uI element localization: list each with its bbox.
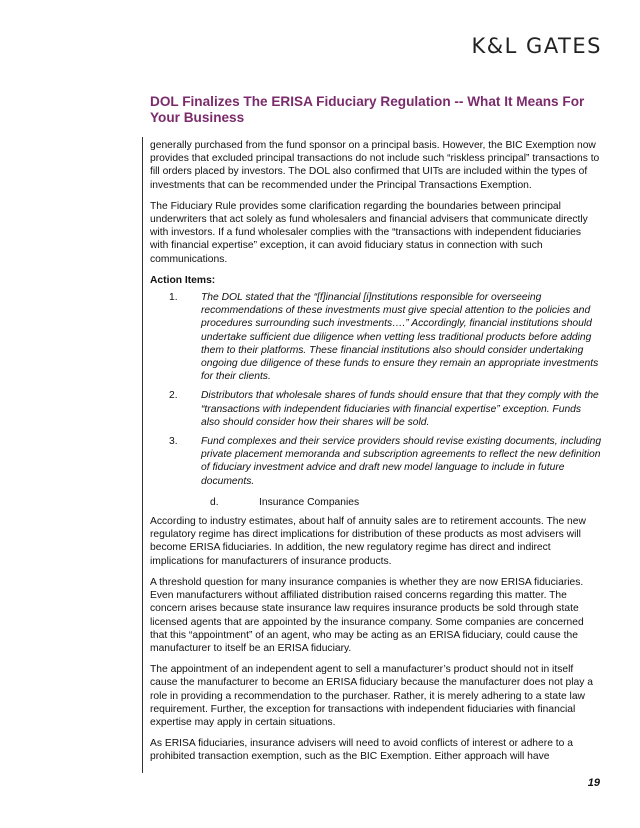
- subsection-letter: d.: [210, 496, 219, 508]
- page-number: 19: [587, 777, 600, 789]
- paragraph: The appointment of an independent agent to sell a manufacturer’s product should not in itself cause the manufacturer to become an ERISA fiduciary because the manufacturer does not play a role in providing a recommendation to the purchaser. Rather, it is merely adhering to a state law requirement. Further, the exception for transactions with independent fiduciaries with financial expertise may apply in certain situations.: [150, 664, 594, 728]
- action-items-heading: Action Items:: [150, 274, 216, 286]
- margin-bar: [142, 137, 143, 773]
- subsection-label: Insurance Companies: [259, 496, 360, 508]
- paragraph: generally purchased from the fund sponsor on a principal basis. However, the BIC Exemption now provides that excluded principal transactions do not include such “riskless principal” transactions to fill orders placed by investors. The DOL also confirmed that UITs are included within the types of investments that can be recommended under the Principal Transactions Exemption.: [150, 140, 600, 191]
- action-item-text: Distributors that wholesale shares of funds should ensure that that they comply with the “transactions with independent fiduciaries with financial expertise” exception. Funds also should consider how their shares will be sold.: [201, 390, 599, 428]
- action-items-list: [150, 291, 602, 488]
- action-item-number: 2.: [169, 390, 178, 402]
- paragraph: As ERISA fiduciaries, insurance advisers will need to avoid conflicts of interest or adhere to a prohibited transaction exemption, such as the BIC Exemption. Either approach will have: [150, 738, 573, 763]
- firm-logo: K&L GATES: [471, 34, 602, 58]
- paragraph: A threshold question for many insurance companies is whether they are now ERISA fiduciaries. Even manufacturers without affiliated distribution raised concerns regarding this matter. The concern arises because state insurance law requires insurance products be sold through state licensed agents that are appointed by the insurance company. Some companies are concerned that this “appointment” of an agent, who may be acting as an ERISA fiduciary, could cause the manufacturer to itself be an ERISA fiduciary.: [150, 576, 584, 654]
- paragraph: The Fiduciary Rule provides some clarification regarding the boundaries between principal underwriters that act solely as fund wholesalers and financial advisers that communicate directly with investors. If a fund wholesaler complies with the “transactions with independent fiduciaries with financial expertise” exception, it can avoid fiduciary status in connection with such communications.: [150, 200, 588, 265]
- paragraph: According to industry estimates, about half of annuity sales are to retirement accounts. The new regulatory regime has direct implications for distribution of these products as most advisers will become ERISA fiduciaries. In addition, the new regulatory regime has direct and indirect implications for manufacturers of insurance products.: [150, 516, 586, 567]
- action-item: [150, 389, 602, 429]
- action-item-text: Fund complexes and their service providers should revise existing documents, including private placement memoranda and subscription agreements to reflect the new definition of fiduciary investment advice and draft new model language to include in future documents.: [201, 436, 602, 487]
- subsection-heading: [150, 496, 602, 509]
- action-item: [150, 435, 602, 488]
- action-item: [150, 291, 602, 383]
- action-item-number: 1.: [169, 292, 178, 304]
- document-body: [150, 139, 602, 772]
- action-item-number: 3.: [169, 436, 178, 448]
- action-item-text: The DOL stated that the “[f]inancial [i]nstitutions responsible for overseeing recommendations of these investments must give special attention to the policies and procedures surrounding such investments….” Accordingly, financial institutions should undertake sufficient due diligence when vetting less traditional products before adding them to their platforms. These financial institutions also should consider undertaking ongoing due diligence of these funds to ensure they remain an appropriate investments for their clients.: [201, 292, 599, 383]
- page-title: DOL Finalizes The ERISA Fiduciary Regulation -- What It Means For Your Business: [150, 94, 585, 125]
